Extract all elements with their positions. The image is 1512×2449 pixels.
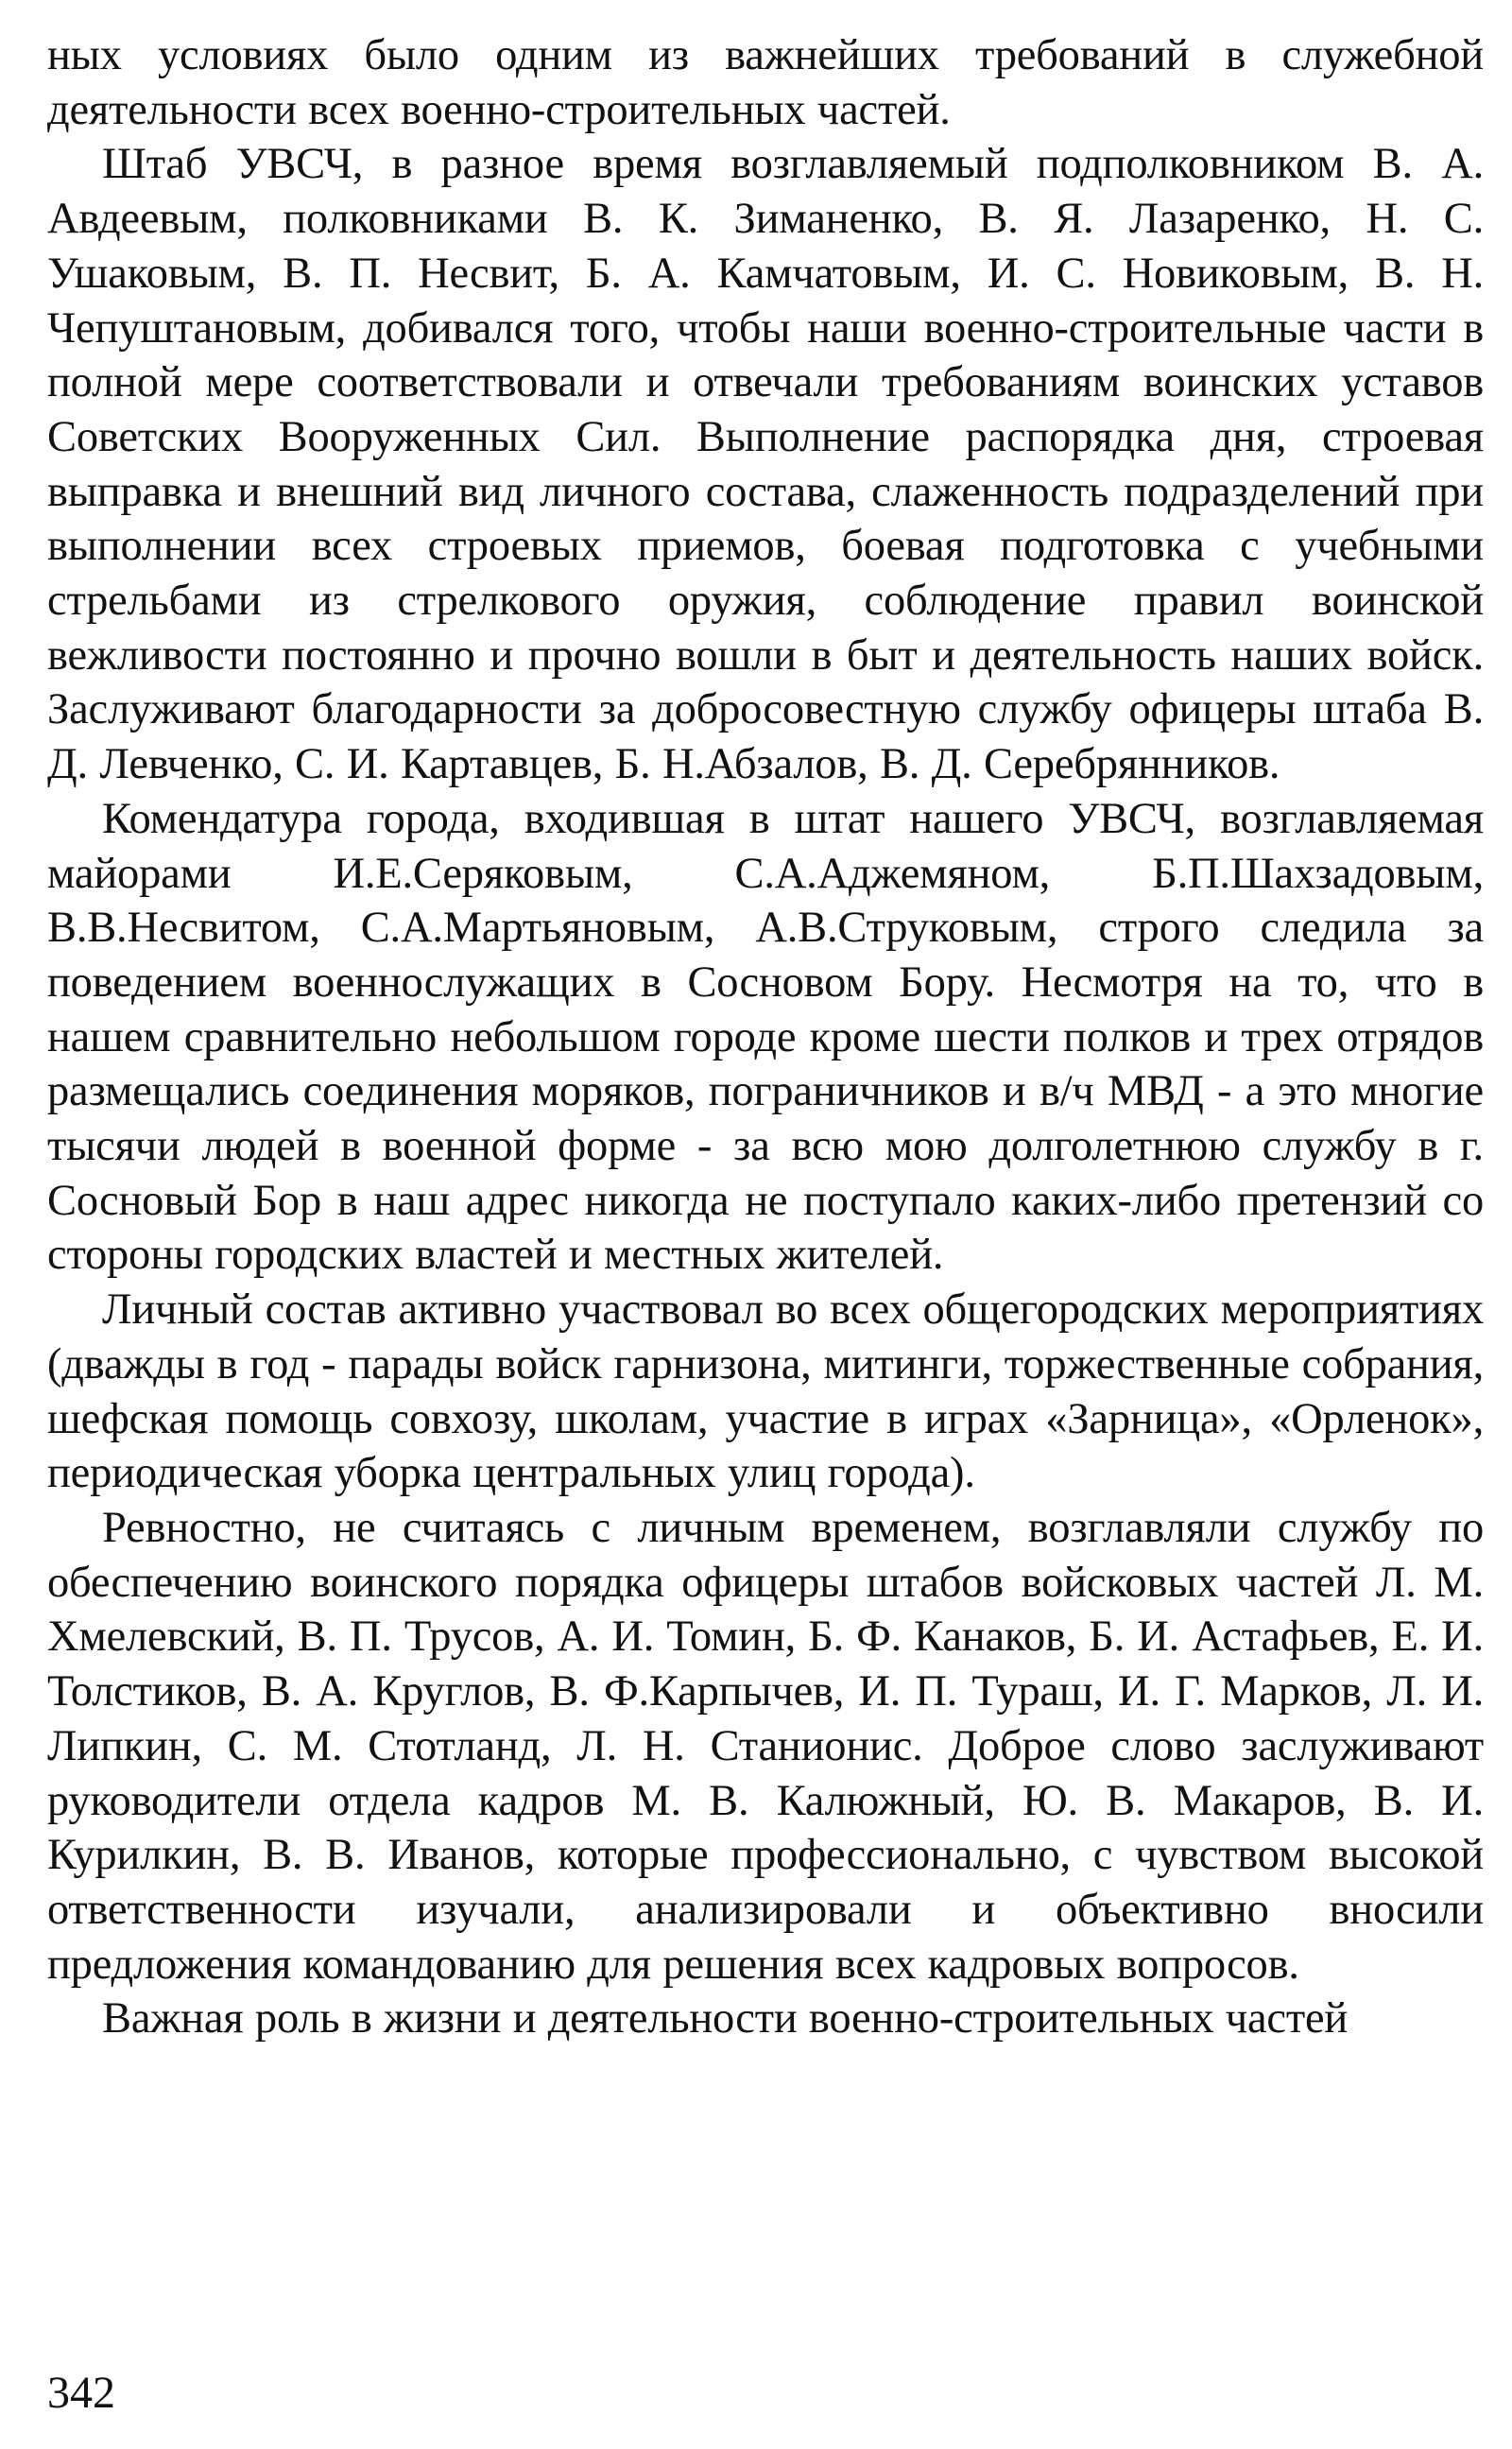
page-body-text [47, 28, 1484, 2046]
paragraph-staff-officers: Ревностно, не считаясь с личным временем, возглавляли службу по обеспечению воинского порядка офицеры штабов войсковых частей Л. М. Хмелевский, В. П. Трусов, А. И. Томин, Б. Ф. Канаков, Б. И. Астафьев, Е. И. Толстиков, В. А. Круглов, В. Ф.Карпычев, И. П. Тураш, И. Г. Марков, Л. И. Липкин, С. М. Стотланд, Л. Н. Станионис. Доброе слово заслуживают руководители отдела кадров М. В. Калюжный, Ю. В. Макаров, В. И. Курилкин, В. В. Иванов, которые профессионально, с чувством высокой ответственности изучали, анализировали и объективно вносили предложения командованию для решения всех кадровых вопросов. [47, 1503, 1484, 1989]
paragraph-continuation: ных условиях было одним из важнейших требований в служебной деятельности всех военно-строительных частей. [47, 31, 1484, 134]
book-page [47, 28, 1484, 2420]
paragraph-headquarters: Штаб УВСЧ, в разное время возглавляемый подполковником В. А. Авдеевым, полковниками В. К. Зиманенко, В. Я. Лазаренко, Н. С. Ушаковым, В. П. Несвит, Б. А. Камчатовым, И. С. Новиковым, В. Н. Чепуштановым, добивался того, чтобы наши военно-строительные части в полной мере соответствовали и отвечали требованиям воинских уставов Советских Вооруженных Сил. Выполнение распорядка дня, строевая выправка и внешний вид личного состава, слаженность подразделений при выполнении всех строевых приемов, боевая подготовка с учебными стрельбами из стрелкового оружия, соблюдение правил воинской вежливости постоянно и прочно вошли в быт и деятельность наших войск. Заслуживают благодарности за добросовестную службу офицеры штаба В. Д. Левченко, С. И. Картавцев, Б. Н.Абзалов, В. Д. Серебрянников. [47, 140, 1484, 789]
paragraph-city-events: Личный состав активно участвовал во всех общегородских мероприятиях (дважды в год - парады войск гарнизона, митинги, торжественные собрания, шефская помощь совхозу, школам, участие в играх «Зарница», «Орленок», периодическая уборка центральных улиц города). [47, 1285, 1484, 1498]
page-number: 342 [47, 2368, 115, 2418]
paragraph-commandant-office: Комендатура города, входившая в штат нашего УВСЧ, возглавляемая майорами И.Е.Серяковым, С.А.Аджемяном, Б.П.Шахзадовым, В.В.Несвитом, С.А.Мартьяновым, А.В.Струковым, строго следила за поведением военнослужащих в Сосновом Бору. Несмотря на то, что в нашем сравнительно небольшом городе кроме шести полков и трех отрядов размещались соединения моряков, пограничников и в/ч МВД - а это многие тысячи людей в военной форме - за всю мою долголетнюю службу в г. Сосновый Бор в наш адрес никогда не поступало каких-либо претензий со стороны городских властей и местных жителей. [47, 794, 1484, 1280]
paragraph-final-line: Важная роль в жизни и деятельности военно-строительных частей [102, 1994, 1349, 2044]
